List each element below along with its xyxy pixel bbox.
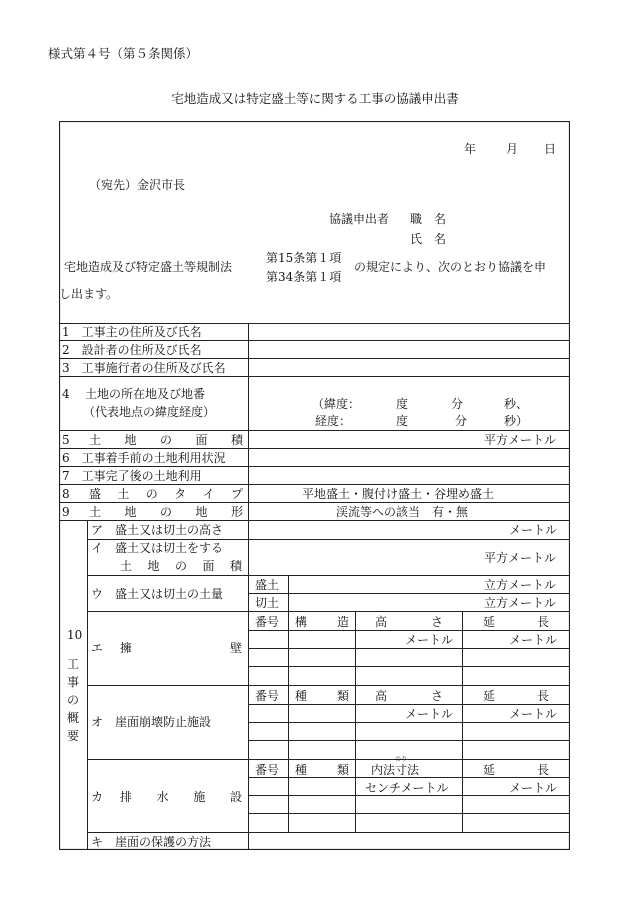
clause-34: 第34条第１項	[266, 270, 342, 284]
label-char: の	[159, 433, 172, 447]
label-char: 設	[229, 790, 242, 804]
col-inner-size-header: 内法寸法	[371, 763, 420, 777]
label-char: 面	[202, 559, 215, 573]
label-char: 施	[193, 790, 206, 804]
latitude-degree-unit: 度	[396, 397, 409, 411]
item-i-label: イ 盛土又は切土をする	[91, 541, 224, 555]
label-char: 高	[375, 615, 388, 629]
label-char: 壁	[229, 641, 242, 655]
declaration-text-continued: し出ます。	[59, 287, 119, 301]
item-ki-label: キ 崖面の保護の方法	[91, 835, 212, 849]
row-8-number: 8	[62, 487, 70, 501]
label-char: 土	[120, 559, 133, 573]
label-char: 積	[230, 433, 243, 447]
col-length-header	[483, 763, 549, 777]
row-8-label	[89, 487, 243, 501]
row-9-label	[89, 505, 243, 519]
facility-length-unit: メートル	[509, 707, 558, 721]
section-10-label-char: 工	[67, 657, 80, 671]
label-char: 種	[295, 763, 308, 777]
row-4-sublabel: （代表地点の緯度経度）	[83, 405, 216, 419]
label-char: の	[145, 487, 158, 501]
label-char: 土	[89, 505, 102, 519]
application-form-table	[59, 121, 570, 850]
row-6-label: 6 工事着手前の土地利用状況	[62, 451, 226, 465]
applicant-name-label: 氏 名	[410, 232, 447, 246]
label-char: 造	[336, 615, 349, 629]
label-char: さ	[430, 615, 443, 629]
col-length-header	[483, 615, 549, 629]
col-height-header	[375, 689, 443, 703]
row-2-label: 2 設計者の住所及び氏名	[62, 343, 202, 357]
longitude-second-unit: 秒）	[504, 414, 529, 428]
date-day-label: 日	[544, 142, 557, 156]
wall-height-unit: メートル	[405, 633, 454, 647]
row-5-number: 5	[62, 433, 70, 447]
applicant-label: 協議申出者	[329, 212, 390, 226]
latitude-second-unit: 秒、	[504, 397, 529, 411]
row-9-number: 9	[62, 505, 70, 519]
row-3-label: 3 工事施行者の住所及び氏名	[62, 361, 226, 375]
section-10-label-char: 事	[67, 675, 80, 689]
date-month-label: 月	[506, 142, 519, 156]
row-1-label: 1 工事主の住所及び氏名	[62, 325, 202, 339]
embankment-type-options: 平地盛土・腹付け盛土・谷埋め盛土	[302, 487, 495, 501]
col-number-header: 番号	[255, 763, 280, 777]
label-char: 擁	[120, 641, 133, 655]
col-number-header: 番号	[255, 689, 280, 703]
label-char: 延	[483, 615, 496, 629]
latitude-label: （緯度：	[312, 397, 361, 411]
col-number-header: 番号	[255, 615, 280, 629]
row-4-label: 土地の所在地及び地番	[85, 387, 206, 401]
row-7-label: 7 工事完了後の土地利用	[62, 469, 202, 483]
label-char: タ	[174, 487, 187, 501]
stream-applicability-options: 渓流等への該当 有・無	[336, 505, 469, 519]
label-char: 水	[156, 790, 169, 804]
date-year-label: 年	[464, 142, 477, 156]
section-10-label-char: 要	[67, 729, 80, 743]
addressee: （宛先）金沢市長	[89, 178, 186, 192]
drain-size-unit: センチメートル	[365, 781, 449, 795]
row-5-label	[89, 433, 243, 447]
form-number: 様式第４号（第５条関係）	[48, 46, 199, 61]
label-char: イ	[202, 487, 215, 501]
item-ka-mark: カ	[91, 790, 104, 804]
label-char: の	[174, 559, 187, 573]
label-char: 積	[229, 559, 242, 573]
item-o-label: オ 崖面崩壊防止施設	[91, 715, 212, 729]
label-char: 地	[124, 505, 137, 519]
clause-15: 第15条第１項	[266, 251, 342, 265]
section-10-number: 10	[67, 628, 83, 642]
label-char: プ	[230, 487, 243, 501]
cut-volume-unit: 立方メートル	[484, 596, 557, 610]
col-structure-header	[295, 615, 349, 629]
item-a-unit: メートル	[509, 523, 558, 537]
label-char: 延	[483, 689, 496, 703]
fill-label: 盛土	[255, 578, 280, 592]
latitude-minute-unit: 分	[451, 397, 464, 411]
item-i-unit: 平方メートル	[484, 551, 557, 565]
label-char: 地	[124, 433, 137, 447]
form-grid-lines	[59, 121, 570, 850]
item-e-label	[120, 641, 242, 655]
item-a-label: ア 盛土又は切土の高さ	[91, 523, 224, 537]
label-char: 種	[295, 689, 308, 703]
label-char: 土	[89, 433, 102, 447]
item-i-sublabel	[120, 559, 242, 573]
item-ka-label	[120, 790, 242, 804]
section-10-label-char: の	[67, 693, 80, 707]
law-name: 宅地造成及び特定盛土等規制法	[64, 260, 233, 274]
label-char: 長	[536, 615, 549, 629]
item-e-mark: エ	[91, 641, 104, 655]
label-char: 土	[117, 487, 130, 501]
inner-size-ruby: のり	[395, 756, 408, 763]
label-char: さ	[430, 689, 443, 703]
label-char: 長	[536, 689, 549, 703]
row-4-number: 4	[62, 387, 70, 401]
longitude-degree-unit: 度	[396, 414, 409, 428]
facility-height-unit: メートル	[405, 707, 454, 721]
label-char: 面	[195, 433, 208, 447]
fill-volume-unit: 立方メートル	[484, 578, 557, 592]
label-char: 形	[230, 505, 243, 519]
row-5-unit: 平方メートル	[484, 433, 557, 447]
label-char: 類	[336, 763, 349, 777]
label-char: 盛	[89, 487, 102, 501]
label-char: 排	[120, 790, 133, 804]
cut-label: 切土	[255, 596, 280, 610]
document-title: 宅地造成又は特定盛土等に関する工事の協議申出書	[171, 91, 459, 106]
label-char: 類	[336, 689, 349, 703]
label-char: 長	[536, 763, 549, 777]
col-type-header	[295, 689, 349, 703]
longitude-label: 経度：	[315, 414, 352, 428]
label-char: 地	[195, 505, 208, 519]
position-title-label: 職 名	[410, 212, 447, 226]
longitude-minute-unit: 分	[455, 414, 468, 428]
label-char: 延	[483, 763, 496, 777]
label-char: 構	[295, 615, 308, 629]
item-u-label: ウ 盛土又は切土の土量	[91, 587, 224, 601]
col-length-header	[483, 689, 549, 703]
declaration-text: の規定により、次のとおり協議を申	[354, 260, 547, 274]
section-10-label-char: 概	[67, 711, 80, 725]
label-char: の	[159, 505, 172, 519]
label-char: 地	[147, 559, 160, 573]
drain-length-unit: メートル	[509, 781, 558, 795]
col-type-header	[295, 763, 349, 777]
label-char: 高	[375, 689, 388, 703]
col-height-header	[375, 615, 443, 629]
wall-length-unit: メートル	[509, 633, 558, 647]
